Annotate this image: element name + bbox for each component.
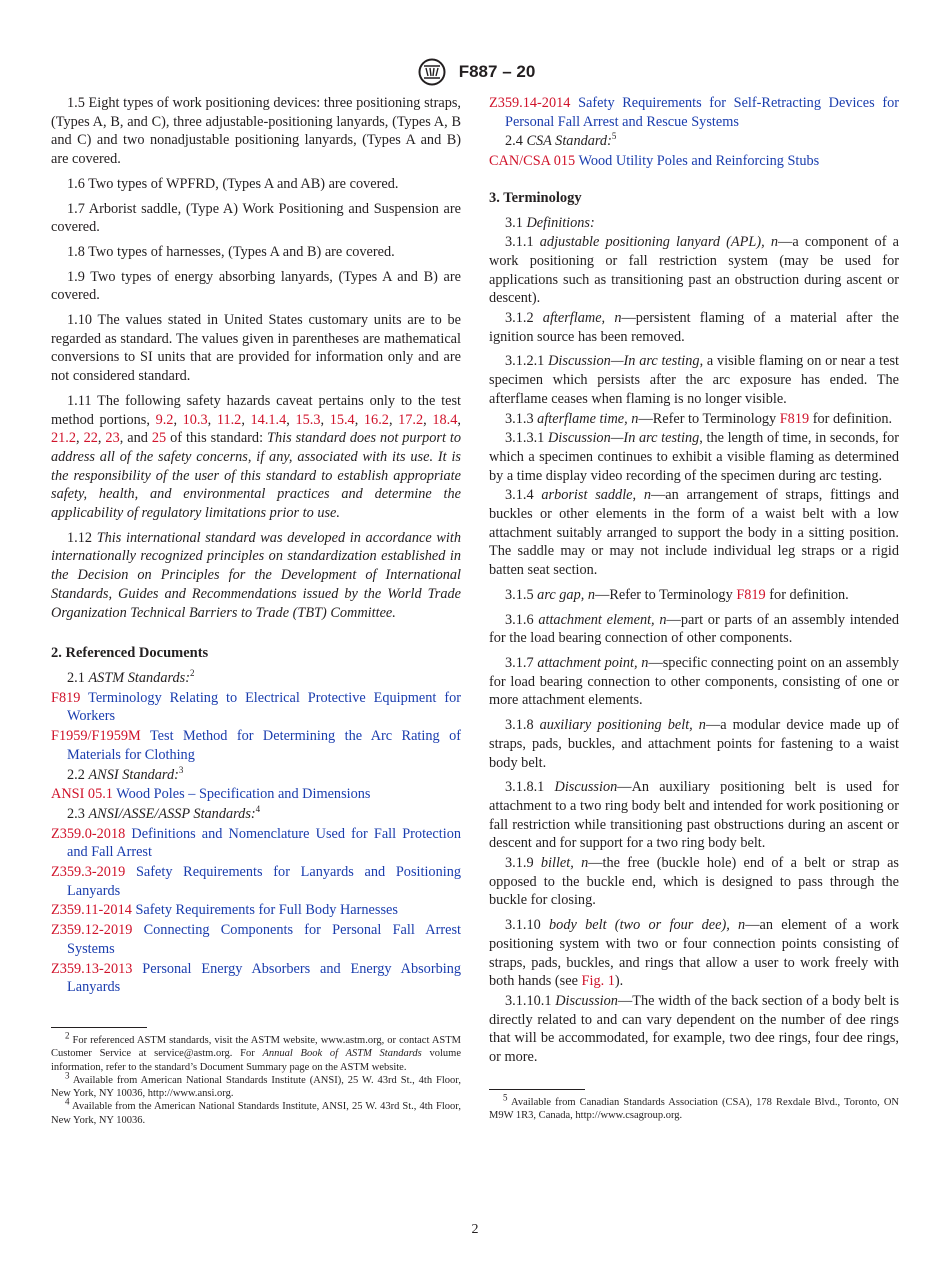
definition-number: 3.1.9 <box>505 855 534 872</box>
reference-item <box>51 863 461 900</box>
definition <box>489 352 899 408</box>
section-link[interactable]: 22 <box>83 430 98 447</box>
section-link[interactable]: 9.2 <box>155 411 174 428</box>
definition-term: Discussion <box>555 992 618 1009</box>
footnotes <box>51 1030 462 1127</box>
reference-item <box>51 825 461 862</box>
astm-reference-list <box>51 689 461 765</box>
para-1-7: 1.7 Arborist saddle, (Type A) Work Positioning and Suspension are covered. <box>51 200 461 236</box>
footnote-marker: 3 <box>65 1070 70 1081</box>
definition-text: —The width of the back section of a body belt is directly related to and can vary dependent on the number of dee rings that will be accommodated, for example, two dee rings, four dee rings, or more. <box>489 992 900 1066</box>
reference-code-link[interactable]: CAN/CSA 015 <box>489 153 576 170</box>
definition <box>489 233 899 308</box>
footnote-italic: Annual Book of ASTM Standards <box>262 1048 422 1060</box>
definition-number: 3.1.10 <box>505 917 541 934</box>
definition-number: 3.1.10.1 <box>505 992 552 1009</box>
reference-title-link[interactable]: Safety Requirements for Lanyards and Positioning Lanyards <box>67 864 461 899</box>
footnote-text: volume information, refer to the standard’s Document Summary page on the ASTM website. <box>51 1048 462 1073</box>
reference-title-link[interactable]: Terminology Relating to Electrical Protective Equipment for Workers <box>67 689 461 725</box>
subsection-2-2: 2.2 ANSI Standard:$^3$ <box>67 764 184 783</box>
footnote-marker: 2 <box>65 1030 70 1041</box>
standard-designation: F887 – 20 <box>458 62 536 81</box>
definition-term: billet, n <box>540 855 589 872</box>
page-header <box>0 58 950 86</box>
definition-number: 3.1.8 <box>505 717 534 734</box>
definitions-list <box>489 233 899 1067</box>
definition <box>489 778 899 853</box>
subsection-2-4: 2.4 CSA Standard:$^5$ <box>505 131 617 150</box>
footnote-rule <box>489 1089 585 1090</box>
section-title-referenced-documents: 2. Referenced Documents <box>51 645 209 662</box>
assp-reference-list <box>51 825 461 997</box>
reference-code-link[interactable]: Z359.11-2014 <box>51 902 132 919</box>
reference-code-link[interactable]: F1959/F1959M <box>51 728 141 745</box>
definition-term: afterflame time, n <box>537 410 639 427</box>
section-link[interactable]: 11.2 <box>216 411 242 428</box>
definition <box>489 716 899 772</box>
footnote-5: $^5$ Available from Canadian Standards Association (CSA), 178 Rexdale Blvd., Toronto, ON M9W 1R3, Canada, http://www.csagroup.org. <box>489 1092 899 1122</box>
definition-text: —a component of a work positioning or fall restriction system (may be used for applications such as transitioning past an obstruction during ascent or descent). <box>489 234 899 307</box>
subsection-2-1: 2.1 ASTM Standards:$^2$ <box>67 668 195 686</box>
reference-link[interactable]: F819 <box>779 410 810 427</box>
definition-text: for definition. <box>812 410 893 427</box>
definition-text: —Refer to Terminology <box>638 410 777 427</box>
para-1-10: 1.10 The values stated in United States customary units are to be regarded as standard. The values given in parentheses are mathematical conversions to SI units that are provided for information only and are not considered standard. <box>51 312 461 385</box>
definition-text: —part or parts of an assembly intended for the load bearing connection of other components. <box>489 611 900 647</box>
definition-text: —An auxiliary positioning belt is used for attachment to a two ring body belt and intended for work positioning or fall restriction while transitioning past obstructions during an ascent or descent and for support for a two ring body belt. <box>489 779 899 852</box>
reference-link[interactable]: Fig. 1 <box>581 973 615 990</box>
footnote <box>51 1096 461 1127</box>
definition-text: —an element of a work positioning system with two or four connection points consisting of straps, pads, buckles, and rings that allow a user to work freely with both hands (see <box>489 917 899 990</box>
reference-code-link[interactable]: Z359.14-2014 <box>489 95 571 111</box>
page-number: 2 <box>471 1222 479 1237</box>
section-link[interactable]: 17.2 <box>398 411 424 428</box>
reference-title-link[interactable]: Connecting Components for Personal Fall Arrest Systems <box>67 922 461 957</box>
section-title-terminology: 3. Terminology <box>489 189 582 206</box>
definition-term: Discussion—In arc testing <box>547 430 700 447</box>
footnote <box>51 1030 462 1074</box>
reference-item <box>51 785 461 804</box>
definition-term: arc gap, n <box>537 586 596 603</box>
definition-text: for definition. <box>769 586 849 603</box>
definition <box>489 586 899 605</box>
reference-title-link[interactable]: Test Method for Determining the Arc Rating of Materials for Clothing <box>67 728 461 763</box>
reference-title-link[interactable]: Wood Utility Poles and Reinforcing Stubs <box>578 153 820 170</box>
footnote-rule <box>51 1027 147 1028</box>
section-link[interactable]: 14.1.4 <box>250 411 287 428</box>
reference-code-link[interactable]: Z359.3-2019 <box>51 864 126 881</box>
astm-logo-icon <box>415 58 449 86</box>
definition <box>489 309 899 346</box>
definition-term: Discussion <box>554 779 618 796</box>
section-link[interactable]: 23 <box>105 430 120 447</box>
reference-title-link[interactable]: Safety Requirements for Full Body Harnesses <box>135 902 398 919</box>
definition-text: , a visible flaming on or near a test specimen which persists after the arc exposure has ended. The afterflame ceases when flaming is no longer visible. <box>489 353 899 407</box>
para-1-8: 1.8 Two types of harnesses, (Types A and B) are covered. <box>67 243 395 260</box>
reference-title-link[interactable]: Personal Energy Absorbers and Energy Absorbing Lanyards <box>67 960 462 996</box>
ansi-reference-list <box>51 785 461 804</box>
definition <box>489 486 899 580</box>
reference-item <box>51 960 461 997</box>
reference-item <box>51 689 461 726</box>
para-1-6: 1.6 Two types of WPFRD, (Types A and AB) are covered. <box>67 175 399 192</box>
definition <box>489 854 899 910</box>
section-link[interactable]: 16.2 <box>363 411 389 428</box>
subsection-2-3: 2.3 ANSI/ASSE/ASSP Standards:$^4$ <box>67 804 261 822</box>
definition-term: Discussion—In arc testing <box>548 353 700 370</box>
definition-number: 3.1.2 <box>505 310 534 327</box>
definition-term: body belt (two or four dee), n <box>549 917 746 934</box>
definition-number: 3.1.3.1 <box>505 430 545 447</box>
definition <box>489 410 899 429</box>
definition-term: arborist saddle, n <box>541 487 651 504</box>
definition-text: —persistent flaming of a material after the ignition source has been removed. <box>489 310 900 345</box>
definition <box>489 611 899 648</box>
definition-number: 3.1.5 <box>505 586 534 603</box>
reference-title-link[interactable]: Definitions and Nomenclature Used for Fall Protection and Fall Arrest <box>67 825 461 861</box>
section-link[interactable]: 21.2 <box>51 430 77 447</box>
para-1-9: 1.9 Two types of energy absorbing lanyards, (Types A and B) are covered. <box>51 268 461 304</box>
definition-number: 3.1.8.1 <box>505 779 545 796</box>
definition <box>489 429 899 485</box>
definition-text: —a modular device made up of straps, pads, buckles, and attachment points for fastening to a waist body belt. <box>489 717 899 771</box>
definition-text: , the length of time, in seconds, for which a specimen continues to exhibit a visible flaming as determined by a time display video recording of the specimen during arc testing. <box>489 430 899 484</box>
section-link[interactable]: 10.3 <box>182 411 208 428</box>
section-link[interactable]: 15.4 <box>329 411 355 428</box>
footnote-text: Available from American National Standards Institute (ANSI), 25 W. 43rd St., 4th Floor, New York, NY 10036, http://www.ansi.org. <box>51 1074 461 1100</box>
definition-term: afterflame, n <box>542 310 622 327</box>
definition-text: —Refer to Terminology <box>595 586 733 603</box>
reference-code-link[interactable]: F819 <box>51 689 81 706</box>
definition <box>489 992 899 1067</box>
footnote-text: For referenced ASTM standards, visit the ASTM website, www.astm.org, or contact ASTM Customer Service at service@astm.org. For <box>51 1034 461 1060</box>
definition-term: attachment point, n <box>537 654 649 671</box>
definition-number: 3.1.4 <box>505 487 534 504</box>
reference-code-link[interactable]: Z359.13-2013 <box>51 960 133 977</box>
footnote-text: Available from the American National Standards Institute, ANSI, 25 W. 43rd St., 4th Floor, New York, NY 10036. <box>51 1101 461 1126</box>
reference-code-link[interactable]: Z359.0-2018 <box>51 825 126 842</box>
reference-link[interactable]: F819 <box>736 586 766 603</box>
definition-number: 3.1.1 <box>505 234 534 251</box>
reference-item <box>51 921 461 958</box>
para-1-5: 1.5 Eight types of work positioning devices: three positioning straps, (Types A, B, and C), three adjustable-positioning lanyards, (Types A, B and C) and two nonadjustable positioning lanyards, (Types A and B) are covered. <box>51 95 461 168</box>
reference-item <box>51 901 461 920</box>
para-1-11: 1.11 The following safety hazards caveat pertains only to the test method portions, 9.2, 10.3, 11.2, 14.1.4, 15.3, 15.4, 16.2, 17.2, 18.4, 21.2, 22, 23, and 25 of this standard: This standard does not purport to address all of the safety concerns, if any, associated with its use. It is the responsibility of the user of this standard to establish appropriate safety, health, and environmental practices and determine the applicability of regulatory limitations prior to use. <box>51 392 462 522</box>
reference-code-link[interactable]: Z359.12-2019 <box>51 922 133 939</box>
definition-number: 3.1.3 <box>505 410 534 427</box>
right-column <box>489 94 899 1122</box>
reference-item <box>489 152 899 171</box>
definition-number: 3.1.6 <box>505 611 534 628</box>
footnote <box>51 1070 461 1101</box>
section-link[interactable]: 25 <box>151 430 167 447</box>
subsection-3-1: 3.1 Definitions: <box>505 214 595 231</box>
definition-term: adjustable positioning lanyard (APL), n <box>539 234 779 251</box>
definition-number: 3.1.7 <box>505 654 534 671</box>
reference-title-link[interactable]: Wood Poles – Specification and Dimensions <box>116 786 371 803</box>
para-1-12: 1.12 This international standard was developed in accordance with internationally recognized principles on standardization established in the Decision on Principles for the Development of International Standards, Guides and Recommendations issued by the World Trade Organization Technical Barriers to Trade (TBT) Committee. <box>51 529 461 621</box>
definition <box>489 654 899 710</box>
definition-number: 3.1.2.1 <box>505 353 545 370</box>
reference-item <box>51 727 461 764</box>
definition-text: ). <box>614 973 624 990</box>
section-link[interactable]: 15.3 <box>295 411 321 428</box>
definition-text: —an arrangement of straps, fittings and buckles or other elements in the form of a waist belt with a low attachment suitably arranged to support the body in a sitting position. The saddle may or may not include individual leg straps or a rigid batten seat section. <box>489 487 899 579</box>
left-column <box>51 94 461 1127</box>
definition-term: auxiliary positioning belt, n <box>539 717 706 734</box>
definition <box>489 916 899 991</box>
definition-text: —the free (buckle hole) end of a belt or strap as opposed to the buckle end, which is designed to pass through the buckle for closing. <box>489 855 899 909</box>
definition-text: —specific connecting point on an assembly for load bearing connection to other components, consisting of one or more attachment elements. <box>489 654 899 709</box>
reference-item <box>489 94 899 131</box>
reference-code-link[interactable]: ANSI 05.1 <box>51 786 113 803</box>
section-link[interactable]: 18.4 <box>432 411 458 428</box>
footnote-marker: 4 <box>65 1096 70 1107</box>
definition-term: attachment element, n <box>538 611 667 628</box>
reference-title-link[interactable]: Safety Requirements for Self-Retracting Devices for Personal Fall Arrest and Rescue Systems <box>505 95 899 130</box>
